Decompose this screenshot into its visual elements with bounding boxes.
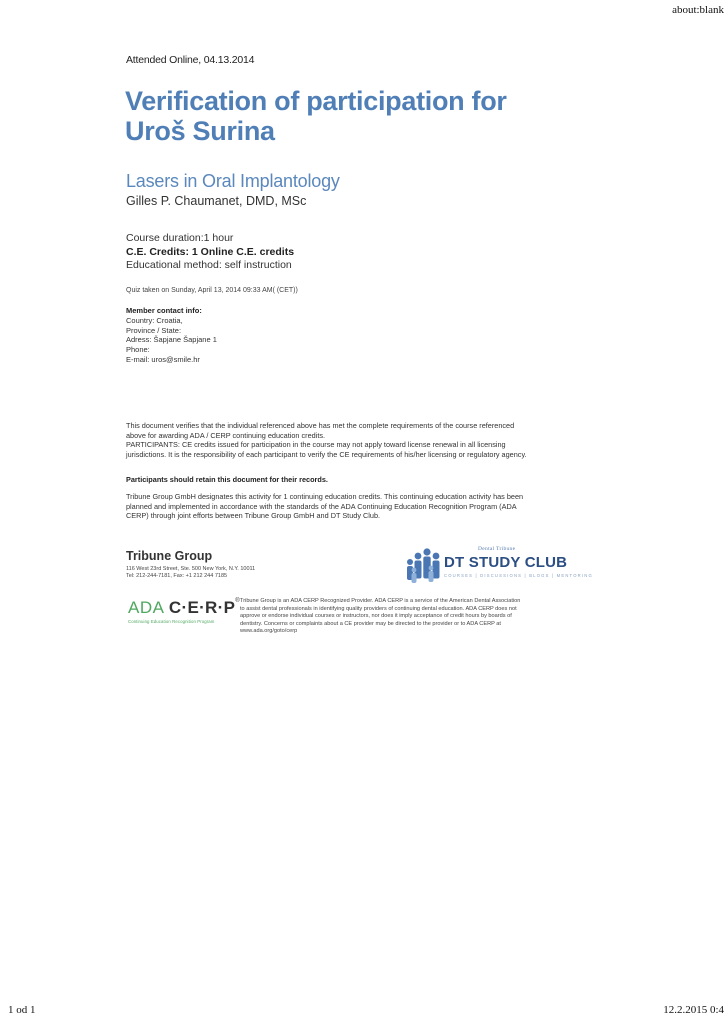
member-country: Country: Croatia, (126, 315, 183, 325)
instructor-name: Gilles P. Chaumanet, DMD, MSc (126, 194, 307, 208)
print-footer-page: 1 od 1 (8, 1004, 36, 1016)
ada-text-line: approve or endorse individual courses or instructors, nor does it imply acceptance of credit hours by boards of (240, 613, 512, 620)
ada-text-line: to assist dental professionals in identifying quality providers of continuing dental education. ADA CERP does not (240, 605, 517, 612)
ada-text-line: www.ada.org/goto/cerp (240, 628, 298, 635)
quiz-taken: Quiz taken on Sunday, April 13, 2014 09:33 AM( (CET)) (126, 287, 298, 294)
tribune-address-line: Tel: 212-244-7181, Fax: +1 212 244 7185 (126, 573, 228, 579)
verify-line: This document verifies that the individual referenced above has met the complete requirements of the course referenced (126, 421, 515, 430)
verification-paragraph (126, 421, 606, 459)
ada-cerp-subtitle: Continuing Education Recognition Program (128, 619, 215, 624)
member-province: Province / State: (126, 325, 182, 335)
course-title: Lasers in Oral Implantology (126, 171, 340, 191)
title-line-1: Verification of participation for (125, 86, 507, 116)
designates-line: Tribune Group GmbH designates this activity for 1 continuing education credits. This continuing education activity has been (126, 492, 524, 501)
dt-study-club-tagline: COURSES | DISCUSSIONS | BLOGS | MENTORING (444, 573, 593, 578)
verify-line: above for awarding ADA / CERP continuing education credits. (126, 430, 326, 440)
member-address: Adress: Šapjane Šapjane 1 (126, 335, 217, 345)
tribune-group-name: Tribune Group (126, 549, 213, 563)
designates-line: planned and implemented in accordance with the standards of the ADA Continuing Education Recognition Program (ADA (126, 501, 517, 511)
member-contact-info (126, 306, 217, 365)
print-header-url: about:blank (672, 4, 724, 16)
dt-study-club-name: DT STUDY CLUB (444, 554, 568, 571)
course-meta (126, 232, 294, 273)
tribune-address-line: 116 West 23rd Street, Ste. 500 New York, N.Y. 10011 (126, 566, 256, 572)
member-phone: Phone: (126, 345, 150, 355)
ce-credits: C.E. Credits: 1 Online C.E. credits (126, 245, 295, 258)
member-email: E-mail: uros@smile.hr (126, 354, 200, 364)
ada-cerp-logo (128, 598, 240, 618)
ada-cerp-statement (240, 598, 610, 636)
verify-line: PARTICIPANTS: CE credits issued for participation in the course may not apply toward license renewal in all licensing (126, 440, 506, 450)
ada-logo-text: ADA (128, 598, 165, 617)
educational-method: Educational method: self instruction (126, 259, 292, 271)
member-heading: Member contact info: (126, 306, 202, 315)
verify-line: jurisdictions. It is the responsibility of each participant to verify the CE requirements of his/her licensing or regulatory agency. (126, 449, 527, 459)
registered-mark: ® (235, 598, 240, 604)
cerp-logo-text: C·E·R·P (168, 598, 236, 617)
course-duration: Course duration:1 hour (126, 232, 234, 244)
tribune-group-address (126, 566, 255, 580)
retain-notice: Participants should retain this document for their records. (126, 475, 328, 484)
title-line-2: Uroš Surina (125, 116, 275, 146)
dental-tribune-brand: Dental Tribune (478, 546, 516, 552)
ada-text-line: dentistry. Concerns or complaints about a CE provider may be directed to the provider or to ADA CERP at (240, 620, 501, 627)
designates-line: CERP) through joint efforts between Tribune Group GmbH and DT Study Club. (126, 511, 381, 521)
attended-date: Attended Online, 04.13.2014 (126, 54, 255, 66)
designation-paragraph (126, 492, 606, 521)
print-footer-date: 12.2.2015 0:4 (663, 1004, 724, 1016)
page-title (125, 86, 665, 146)
ada-text-line: Tribune Group is an ADA CERP Recognized Provider. ADA CERP is a service of the American Dental Association (240, 598, 521, 604)
